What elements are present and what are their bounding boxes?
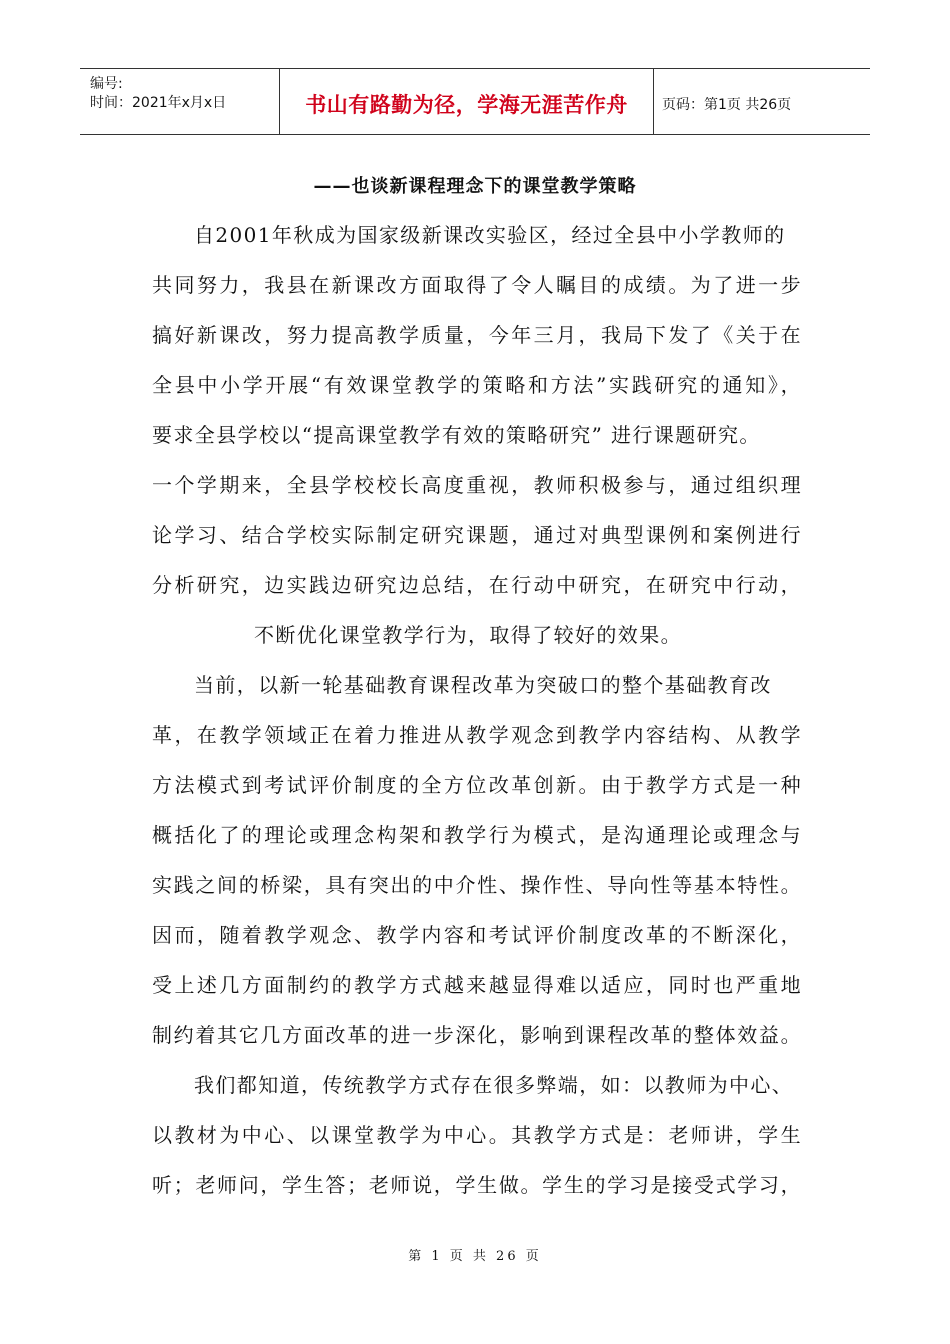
text-line: 受上述几方面制约的教学方式越来越显得难以适应，同时也严重地 bbox=[152, 973, 802, 997]
document-title: ——也谈新课程理念下的课堂教学策略 bbox=[313, 176, 637, 197]
page-footer: 第 1 页 共 26 页 bbox=[408, 1249, 542, 1264]
text-line: 革，在教学领域正在着力推进从教学观念到教学内容结构、从教学 bbox=[152, 723, 802, 747]
header-meta-cell bbox=[80, 69, 280, 134]
number-label: 编号: bbox=[90, 76, 123, 92]
text-line: 搞好新课改，努力提高教学质量，今年三月，我局下发了《关于在 bbox=[152, 323, 802, 347]
header-page-cell bbox=[654, 69, 870, 134]
text-line: 当前，以新一轮基础教育课程改革为突破口的整个基础教育改 bbox=[194, 673, 772, 697]
text-line: 自2001年秋成为国家级新课改实验区，经过全县中小学教师的 bbox=[194, 223, 786, 247]
text-line: 概括化了的理论或理念构架和教学行为模式，是沟通理论或理念与 bbox=[152, 823, 802, 847]
date-label: 时间：2021年x月x日 bbox=[90, 95, 227, 111]
text-line: 全县中小学开展“有效课堂教学的策略和方法”实践研究的通知》， bbox=[152, 373, 802, 397]
header-motto-cell bbox=[280, 69, 654, 134]
text-line: 共同努力，我县在新课改方面取得了令人瞩目的成绩。为了进一步 bbox=[152, 273, 802, 297]
text-line: 因而，随着教学观念、教学内容和考试评价制度改革的不断深化， bbox=[152, 923, 802, 947]
page-header bbox=[80, 68, 870, 135]
text-line: 分析研究，边实践边研究边总结，在行动中研究，在研究中行动， bbox=[152, 573, 802, 597]
text-line: 我们都知道，传统教学方式存在很多弊端，如：以教师为中心、 bbox=[194, 1073, 794, 1097]
text-line: 论学习、结合学校实际制定研究课题，通过对典型课例和案例进行 bbox=[152, 523, 802, 547]
text-line: 方法模式到考试评价制度的全方位改革创新。由于教学方式是一种 bbox=[152, 773, 802, 797]
text-line: 一个学期来，全县学校校长高度重视，教师积极参与，通过组织理 bbox=[152, 473, 802, 497]
text-line: 以教材为中心、以课堂教学为中心。其教学方式是：老师讲，学生 bbox=[152, 1123, 802, 1147]
page-info: 页码：第1页 共26页 bbox=[662, 96, 792, 113]
motto-text: 书山有路勤为径，学海无涯苦作舟 bbox=[305, 92, 628, 117]
text-line: 要求全县学校以“提高课堂教学有效的策略研究” 进行课题研究。 bbox=[152, 423, 761, 447]
text-line: 实践之间的桥梁，具有突出的中介性、操作性、导向性等基本特性。 bbox=[152, 873, 802, 897]
text-line: 制约着其它几方面改革的进一步深化，影响到课程改革的整体效益。 bbox=[152, 1023, 802, 1047]
document-body bbox=[152, 218, 802, 1218]
text-line: 听；老师问，学生答；老师说，学生做。学生的学习是接受式学习， bbox=[152, 1173, 802, 1197]
text-line: 不断优化课堂教学行为，取得了较好的效果。 bbox=[254, 623, 682, 647]
